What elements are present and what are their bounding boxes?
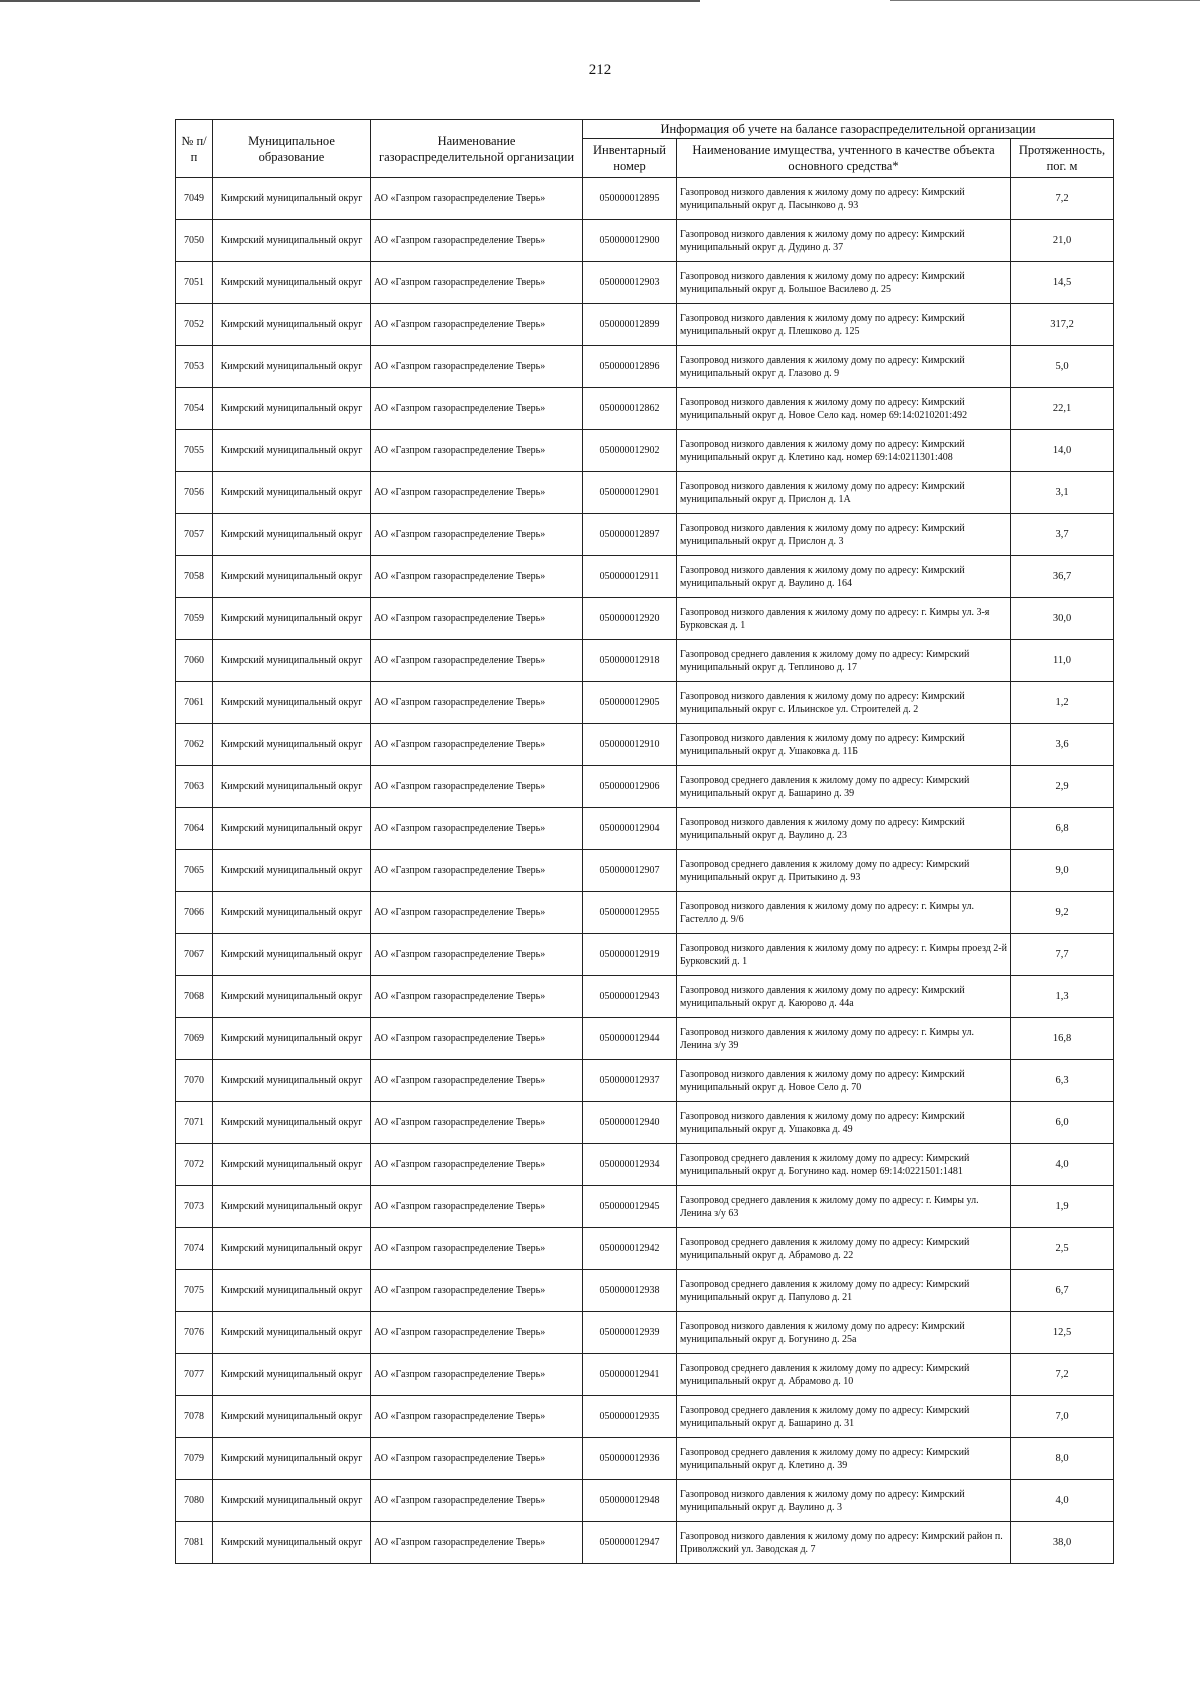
row-number: 7064 — [176, 808, 213, 850]
organization-cell: АО «Газпром газораспределение Тверь» — [371, 1144, 583, 1186]
asset-name-cell: Газопровод низкого давления к жилому дому по адресу: Кимрский муниципальный округ д. Клетино кад. номер 69:14:0211301:408 — [677, 430, 1011, 472]
organization-cell: АО «Газпром газораспределение Тверь» — [371, 262, 583, 304]
inventory-number-cell: 050000012934 — [583, 1144, 677, 1186]
municipality-cell: Кимрский муниципальный округ — [213, 262, 371, 304]
organization-cell: АО «Газпром газораспределение Тверь» — [371, 1186, 583, 1228]
length-cell: 317,2 — [1011, 304, 1114, 346]
municipality-cell: Кимрский муниципальный округ — [213, 556, 371, 598]
organization-cell: АО «Газпром газораспределение Тверь» — [371, 1018, 583, 1060]
asset-name-cell: Газопровод низкого давления к жилому дому по адресу: Кимрский муниципальный округ д. Ваулино д. 164 — [677, 556, 1011, 598]
organization-cell: АО «Газпром газораспределение Тверь» — [371, 1270, 583, 1312]
row-number: 7058 — [176, 556, 213, 598]
length-cell: 2,9 — [1011, 766, 1114, 808]
header-balance-info: Информация об учете на балансе газораспределительной организации — [583, 120, 1114, 139]
header-organization: Наименование газораспределительной организации — [371, 120, 583, 178]
row-number: 7074 — [176, 1228, 213, 1270]
row-number: 7065 — [176, 850, 213, 892]
inventory-number-cell: 050000012947 — [583, 1522, 677, 1564]
length-cell: 30,0 — [1011, 598, 1114, 640]
header-inventory: Инвентарный номер — [583, 139, 677, 178]
asset-name-cell: Газопровод низкого давления к жилому дому по адресу: Кимрский муниципальный округ д. Ваулино д. 23 — [677, 808, 1011, 850]
asset-name-cell: Газопровод низкого давления к жилому дому по адресу: г. Кимры проезд 2-й Бурковский д. 1 — [677, 934, 1011, 976]
municipality-cell: Кимрский муниципальный округ — [213, 1396, 371, 1438]
table-row — [176, 1522, 1114, 1564]
table-body — [176, 178, 1114, 1564]
asset-name-cell: Газопровод среднего давления к жилому дому по адресу: Кимрский муниципальный округ д. Папулово д. 21 — [677, 1270, 1011, 1312]
length-cell: 6,0 — [1011, 1102, 1114, 1144]
asset-name-cell: Газопровод низкого давления к жилому дому по адресу: Кимрский муниципальный округ д. Глазово д. 9 — [677, 346, 1011, 388]
inventory-number-cell: 050000012905 — [583, 682, 677, 724]
length-cell: 7,7 — [1011, 934, 1114, 976]
municipality-cell: Кимрский муниципальный округ — [213, 220, 371, 262]
inventory-number-cell: 050000012943 — [583, 976, 677, 1018]
municipality-cell: Кимрский муниципальный округ — [213, 1438, 371, 1480]
municipality-cell: Кимрский муниципальный округ — [213, 472, 371, 514]
organization-cell: АО «Газпром газораспределение Тверь» — [371, 346, 583, 388]
municipality-cell: Кимрский муниципальный округ — [213, 514, 371, 556]
asset-name-cell: Газопровод низкого давления к жилому дому по адресу: Кимрский муниципальный округ д. Ваулино д. 3 — [677, 1480, 1011, 1522]
organization-cell: АО «Газпром газораспределение Тверь» — [371, 1228, 583, 1270]
inventory-number-cell: 050000012896 — [583, 346, 677, 388]
row-number: 7056 — [176, 472, 213, 514]
row-number: 7060 — [176, 640, 213, 682]
organization-cell: АО «Газпром газораспределение Тверь» — [371, 514, 583, 556]
row-number: 7055 — [176, 430, 213, 472]
asset-name-cell: Газопровод среднего давления к жилому дому по адресу: Кимрский муниципальный округ д. Башарино д. 39 — [677, 766, 1011, 808]
scan-edge-line — [890, 0, 1200, 1]
row-number: 7077 — [176, 1354, 213, 1396]
organization-cell: АО «Газпром газораспределение Тверь» — [371, 934, 583, 976]
row-number: 7067 — [176, 934, 213, 976]
header-num: № п/п — [176, 120, 213, 178]
length-cell: 6,7 — [1011, 1270, 1114, 1312]
table-row — [176, 640, 1114, 682]
asset-name-cell: Газопровод низкого давления к жилому дому по адресу: Кимрский муниципальный округ д. Пасынково д. 93 — [677, 178, 1011, 220]
table-row — [176, 1228, 1114, 1270]
row-number: 7054 — [176, 388, 213, 430]
municipality-cell: Кимрский муниципальный округ — [213, 1312, 371, 1354]
asset-name-cell: Газопровод среднего давления к жилому дому по адресу: Кимрский муниципальный округ д. Абрамово д. 22 — [677, 1228, 1011, 1270]
asset-name-cell: Газопровод низкого давления к жилому дому по адресу: Кимрский муниципальный округ д. Прислон д. 1А — [677, 472, 1011, 514]
table-row — [176, 1144, 1114, 1186]
inventory-number-cell: 050000012900 — [583, 220, 677, 262]
inventory-number-cell: 050000012945 — [583, 1186, 677, 1228]
row-number: 7081 — [176, 1522, 213, 1564]
length-cell: 8,0 — [1011, 1438, 1114, 1480]
asset-name-cell: Газопровод среднего давления к жилому дому по адресу: Кимрский муниципальный округ д. Теплиново д. 17 — [677, 640, 1011, 682]
row-number: 7049 — [176, 178, 213, 220]
organization-cell: АО «Газпром газораспределение Тверь» — [371, 808, 583, 850]
organization-cell: АО «Газпром газораспределение Тверь» — [371, 1480, 583, 1522]
length-cell: 38,0 — [1011, 1522, 1114, 1564]
inventory-number-cell: 050000012897 — [583, 514, 677, 556]
municipality-cell: Кимрский муниципальный округ — [213, 1060, 371, 1102]
inventory-number-cell: 050000012919 — [583, 934, 677, 976]
inventory-number-cell: 050000012906 — [583, 766, 677, 808]
length-cell: 12,5 — [1011, 1312, 1114, 1354]
organization-cell: АО «Газпром газораспределение Тверь» — [371, 892, 583, 934]
organization-cell: АО «Газпром газораспределение Тверь» — [371, 1102, 583, 1144]
table-row — [176, 346, 1114, 388]
length-cell: 7,0 — [1011, 1396, 1114, 1438]
municipality-cell: Кимрский муниципальный округ — [213, 430, 371, 472]
asset-name-cell: Газопровод низкого давления к жилому дому по адресу: г. Кимры ул. Ленина з/у 39 — [677, 1018, 1011, 1060]
asset-name-cell: Газопровод низкого давления к жилому дому по адресу: Кимрский муниципальный округ д. Ушаковка д. 11Б — [677, 724, 1011, 766]
inventory-number-cell: 050000012940 — [583, 1102, 677, 1144]
table-row — [176, 1018, 1114, 1060]
organization-cell: АО «Газпром газораспределение Тверь» — [371, 976, 583, 1018]
asset-name-cell: Газопровод низкого давления к жилому дому по адресу: Кимрский муниципальный округ д. Новое Село кад. номер 69:14:0210201:492 — [677, 388, 1011, 430]
inventory-number-cell: 050000012935 — [583, 1396, 677, 1438]
table-row — [176, 388, 1114, 430]
organization-cell: АО «Газпром газораспределение Тверь» — [371, 640, 583, 682]
asset-name-cell: Газопровод низкого давления к жилому дому по адресу: Кимрский муниципальный округ д. Большое Василево д. 25 — [677, 262, 1011, 304]
organization-cell: АО «Газпром газораспределение Тверь» — [371, 724, 583, 766]
inventory-number-cell: 050000012862 — [583, 388, 677, 430]
table-row — [176, 304, 1114, 346]
inventory-number-cell: 050000012907 — [583, 850, 677, 892]
organization-cell: АО «Газпром газораспределение Тверь» — [371, 430, 583, 472]
inventory-number-cell: 050000012902 — [583, 430, 677, 472]
inventory-number-cell: 050000012903 — [583, 262, 677, 304]
length-cell: 3,7 — [1011, 514, 1114, 556]
length-cell: 36,7 — [1011, 556, 1114, 598]
length-cell: 1,9 — [1011, 1186, 1114, 1228]
length-cell: 7,2 — [1011, 1354, 1114, 1396]
municipality-cell: Кимрский муниципальный округ — [213, 1102, 371, 1144]
row-number: 7069 — [176, 1018, 213, 1060]
row-number: 7066 — [176, 892, 213, 934]
table-row — [176, 1312, 1114, 1354]
inventory-number-cell: 050000012941 — [583, 1354, 677, 1396]
organization-cell: АО «Газпром газораспределение Тверь» — [371, 766, 583, 808]
organization-cell: АО «Газпром газораспределение Тверь» — [371, 220, 583, 262]
table-row — [176, 724, 1114, 766]
municipality-cell: Кимрский муниципальный округ — [213, 1480, 371, 1522]
municipality-cell: Кимрский муниципальный округ — [213, 724, 371, 766]
inventory-number-cell: 050000012938 — [583, 1270, 677, 1312]
table-row — [176, 220, 1114, 262]
header-asset-name: Наименование имущества, учтенного в качестве объекта основного средства* — [677, 139, 1011, 178]
organization-cell: АО «Газпром газораспределение Тверь» — [371, 556, 583, 598]
asset-register-table — [175, 119, 1114, 1564]
organization-cell: АО «Газпром газораспределение Тверь» — [371, 682, 583, 724]
table-row — [176, 976, 1114, 1018]
length-cell: 6,3 — [1011, 1060, 1114, 1102]
length-cell: 14,0 — [1011, 430, 1114, 472]
table-row — [176, 682, 1114, 724]
organization-cell: АО «Газпром газораспределение Тверь» — [371, 178, 583, 220]
asset-name-cell: Газопровод низкого давления к жилому дому по адресу: Кимрский муниципальный округ с. Ильинское ул. Строителей д. 2 — [677, 682, 1011, 724]
organization-cell: АО «Газпром газораспределение Тверь» — [371, 1312, 583, 1354]
length-cell: 2,5 — [1011, 1228, 1114, 1270]
asset-name-cell: Газопровод среднего давления к жилому дому по адресу: Кимрский муниципальный округ д. Абрамово д. 10 — [677, 1354, 1011, 1396]
inventory-number-cell: 050000012942 — [583, 1228, 677, 1270]
municipality-cell: Кимрский муниципальный округ — [213, 1018, 371, 1060]
length-cell: 1,3 — [1011, 976, 1114, 1018]
asset-name-cell: Газопровод низкого давления к жилому дому по адресу: г. Кимры ул. 3-я Бурковская д. 1 — [677, 598, 1011, 640]
inventory-number-cell: 050000012899 — [583, 304, 677, 346]
municipality-cell: Кимрский муниципальный округ — [213, 1228, 371, 1270]
asset-name-cell: Газопровод низкого давления к жилому дому по адресу: Кимрский муниципальный округ д. Дудино д. 37 — [677, 220, 1011, 262]
inventory-number-cell: 050000012910 — [583, 724, 677, 766]
length-cell: 9,0 — [1011, 850, 1114, 892]
length-cell: 22,1 — [1011, 388, 1114, 430]
row-number: 7070 — [176, 1060, 213, 1102]
table-row — [176, 1438, 1114, 1480]
asset-name-cell: Газопровод низкого давления к жилому дому по адресу: г. Кимры ул. Гастелло д. 9/6 — [677, 892, 1011, 934]
organization-cell: АО «Газпром газораспределение Тверь» — [371, 388, 583, 430]
table-row — [176, 1060, 1114, 1102]
row-number: 7053 — [176, 346, 213, 388]
municipality-cell: Кимрский муниципальный округ — [213, 682, 371, 724]
municipality-cell: Кимрский муниципальный округ — [213, 850, 371, 892]
table-row — [176, 808, 1114, 850]
organization-cell: АО «Газпром газораспределение Тверь» — [371, 850, 583, 892]
organization-cell: АО «Газпром газораспределение Тверь» — [371, 304, 583, 346]
row-number: 7050 — [176, 220, 213, 262]
inventory-number-cell: 050000012939 — [583, 1312, 677, 1354]
municipality-cell: Кимрский муниципальный округ — [213, 934, 371, 976]
inventory-number-cell: 050000012936 — [583, 1438, 677, 1480]
row-number: 7068 — [176, 976, 213, 1018]
municipality-cell: Кимрский муниципальный округ — [213, 178, 371, 220]
length-cell: 14,5 — [1011, 262, 1114, 304]
row-number: 7062 — [176, 724, 213, 766]
table-row — [176, 472, 1114, 514]
table-row — [176, 1354, 1114, 1396]
organization-cell: АО «Газпром газораспределение Тверь» — [371, 1438, 583, 1480]
row-number: 7079 — [176, 1438, 213, 1480]
municipality-cell: Кимрский муниципальный округ — [213, 892, 371, 934]
organization-cell: АО «Газпром газораспределение Тверь» — [371, 1354, 583, 1396]
table-row — [176, 262, 1114, 304]
asset-name-cell: Газопровод низкого давления к жилому дому по адресу: Кимрский муниципальный округ д. Новое Село д. 70 — [677, 1060, 1011, 1102]
row-number: 7071 — [176, 1102, 213, 1144]
header-length: Протяженность, пог. м — [1011, 139, 1114, 178]
table-row — [176, 892, 1114, 934]
inventory-number-cell: 050000012918 — [583, 640, 677, 682]
inventory-number-cell: 050000012920 — [583, 598, 677, 640]
length-cell: 4,0 — [1011, 1144, 1114, 1186]
organization-cell: АО «Газпром газораспределение Тверь» — [371, 472, 583, 514]
municipality-cell: Кимрский муниципальный округ — [213, 304, 371, 346]
table-row — [176, 766, 1114, 808]
table-row — [176, 1480, 1114, 1522]
length-cell: 3,6 — [1011, 724, 1114, 766]
inventory-number-cell: 050000012901 — [583, 472, 677, 514]
organization-cell: АО «Газпром газораспределение Тверь» — [371, 1060, 583, 1102]
length-cell: 6,8 — [1011, 808, 1114, 850]
organization-cell: АО «Газпром газораспределение Тверь» — [371, 1396, 583, 1438]
municipality-cell: Кимрский муниципальный округ — [213, 1186, 371, 1228]
asset-name-cell: Газопровод среднего давления к жилому дому по адресу: Кимрский муниципальный округ д. Башарино д. 31 — [677, 1396, 1011, 1438]
row-number: 7063 — [176, 766, 213, 808]
inventory-number-cell: 050000012904 — [583, 808, 677, 850]
asset-name-cell: Газопровод среднего давления к жилому дому по адресу: Кимрский муниципальный округ д. Притыкино д. 93 — [677, 850, 1011, 892]
length-cell: 21,0 — [1011, 220, 1114, 262]
municipality-cell: Кимрский муниципальный округ — [213, 1144, 371, 1186]
length-cell: 5,0 — [1011, 346, 1114, 388]
asset-name-cell: Газопровод низкого давления к жилому дому по адресу: Кимрский муниципальный округ д. Плешково д. 125 — [677, 304, 1011, 346]
row-number: 7051 — [176, 262, 213, 304]
table-row — [176, 1102, 1114, 1144]
municipality-cell: Кимрский муниципальный округ — [213, 388, 371, 430]
inventory-number-cell: 050000012944 — [583, 1018, 677, 1060]
row-number: 7059 — [176, 598, 213, 640]
organization-cell: АО «Газпром газораспределение Тверь» — [371, 598, 583, 640]
asset-name-cell: Газопровод низкого давления к жилому дому по адресу: Кимрский муниципальный округ д. Богунино д. 25а — [677, 1312, 1011, 1354]
asset-name-cell: Газопровод среднего давления к жилому дому по адресу: Кимрский муниципальный округ д. Клетино д. 39 — [677, 1438, 1011, 1480]
row-number: 7072 — [176, 1144, 213, 1186]
length-cell: 3,1 — [1011, 472, 1114, 514]
header-municipality: Муниципальное образование — [213, 120, 371, 178]
asset-name-cell: Газопровод низкого давления к жилому дому по адресу: Кимрский муниципальный округ д. Прислон д. 3 — [677, 514, 1011, 556]
row-number: 7057 — [176, 514, 213, 556]
table-row — [176, 514, 1114, 556]
row-number: 7080 — [176, 1480, 213, 1522]
row-number: 7073 — [176, 1186, 213, 1228]
asset-name-cell: Газопровод низкого давления к жилому дому по адресу: Кимрский муниципальный округ д. Каюрово д. 44а — [677, 976, 1011, 1018]
municipality-cell: Кимрский муниципальный округ — [213, 976, 371, 1018]
municipality-cell: Кимрский муниципальный округ — [213, 1522, 371, 1564]
table-row — [176, 850, 1114, 892]
table-row — [176, 934, 1114, 976]
table-row — [176, 598, 1114, 640]
inventory-number-cell: 050000012937 — [583, 1060, 677, 1102]
row-number: 7061 — [176, 682, 213, 724]
length-cell: 1,2 — [1011, 682, 1114, 724]
row-number: 7075 — [176, 1270, 213, 1312]
row-number: 7052 — [176, 304, 213, 346]
length-cell: 16,8 — [1011, 1018, 1114, 1060]
municipality-cell: Кимрский муниципальный округ — [213, 346, 371, 388]
municipality-cell: Кимрский муниципальный округ — [213, 766, 371, 808]
table-row — [176, 178, 1114, 220]
page-number: 212 — [588, 62, 612, 78]
asset-name-cell: Газопровод среднего давления к жилому дому по адресу: Кимрский муниципальный округ д. Богунино кад. номер 69:14:0221501:1481 — [677, 1144, 1011, 1186]
municipality-cell: Кимрский муниципальный округ — [213, 1354, 371, 1396]
table-row — [176, 1396, 1114, 1438]
table-row — [176, 556, 1114, 598]
municipality-cell: Кимрский муниципальный округ — [213, 1270, 371, 1312]
asset-name-cell: Газопровод низкого давления к жилому дому по адресу: Кимрский район п. Приволжский ул. Заводская д. 7 — [677, 1522, 1011, 1564]
asset-name-cell: Газопровод низкого давления к жилому дому по адресу: Кимрский муниципальный округ д. Ушаковка д. 49 — [677, 1102, 1011, 1144]
organization-cell: АО «Газпром газораспределение Тверь» — [371, 1522, 583, 1564]
municipality-cell: Кимрский муниципальный округ — [213, 640, 371, 682]
length-cell: 9,2 — [1011, 892, 1114, 934]
inventory-number-cell: 050000012948 — [583, 1480, 677, 1522]
table-row — [176, 1186, 1114, 1228]
row-number: 7078 — [176, 1396, 213, 1438]
asset-name-cell: Газопровод среднего давления к жилому дому по адресу: г. Кимры ул. Ленина з/у 63 — [677, 1186, 1011, 1228]
length-cell: 11,0 — [1011, 640, 1114, 682]
length-cell: 4,0 — [1011, 1480, 1114, 1522]
inventory-number-cell: 050000012895 — [583, 178, 677, 220]
inventory-number-cell: 050000012911 — [583, 556, 677, 598]
table-row — [176, 1270, 1114, 1312]
municipality-cell: Кимрский муниципальный округ — [213, 808, 371, 850]
table-row — [176, 430, 1114, 472]
length-cell: 7,2 — [1011, 178, 1114, 220]
inventory-number-cell: 050000012955 — [583, 892, 677, 934]
municipality-cell: Кимрский муниципальный округ — [213, 598, 371, 640]
scan-edge-line — [0, 0, 700, 2]
row-number: 7076 — [176, 1312, 213, 1354]
